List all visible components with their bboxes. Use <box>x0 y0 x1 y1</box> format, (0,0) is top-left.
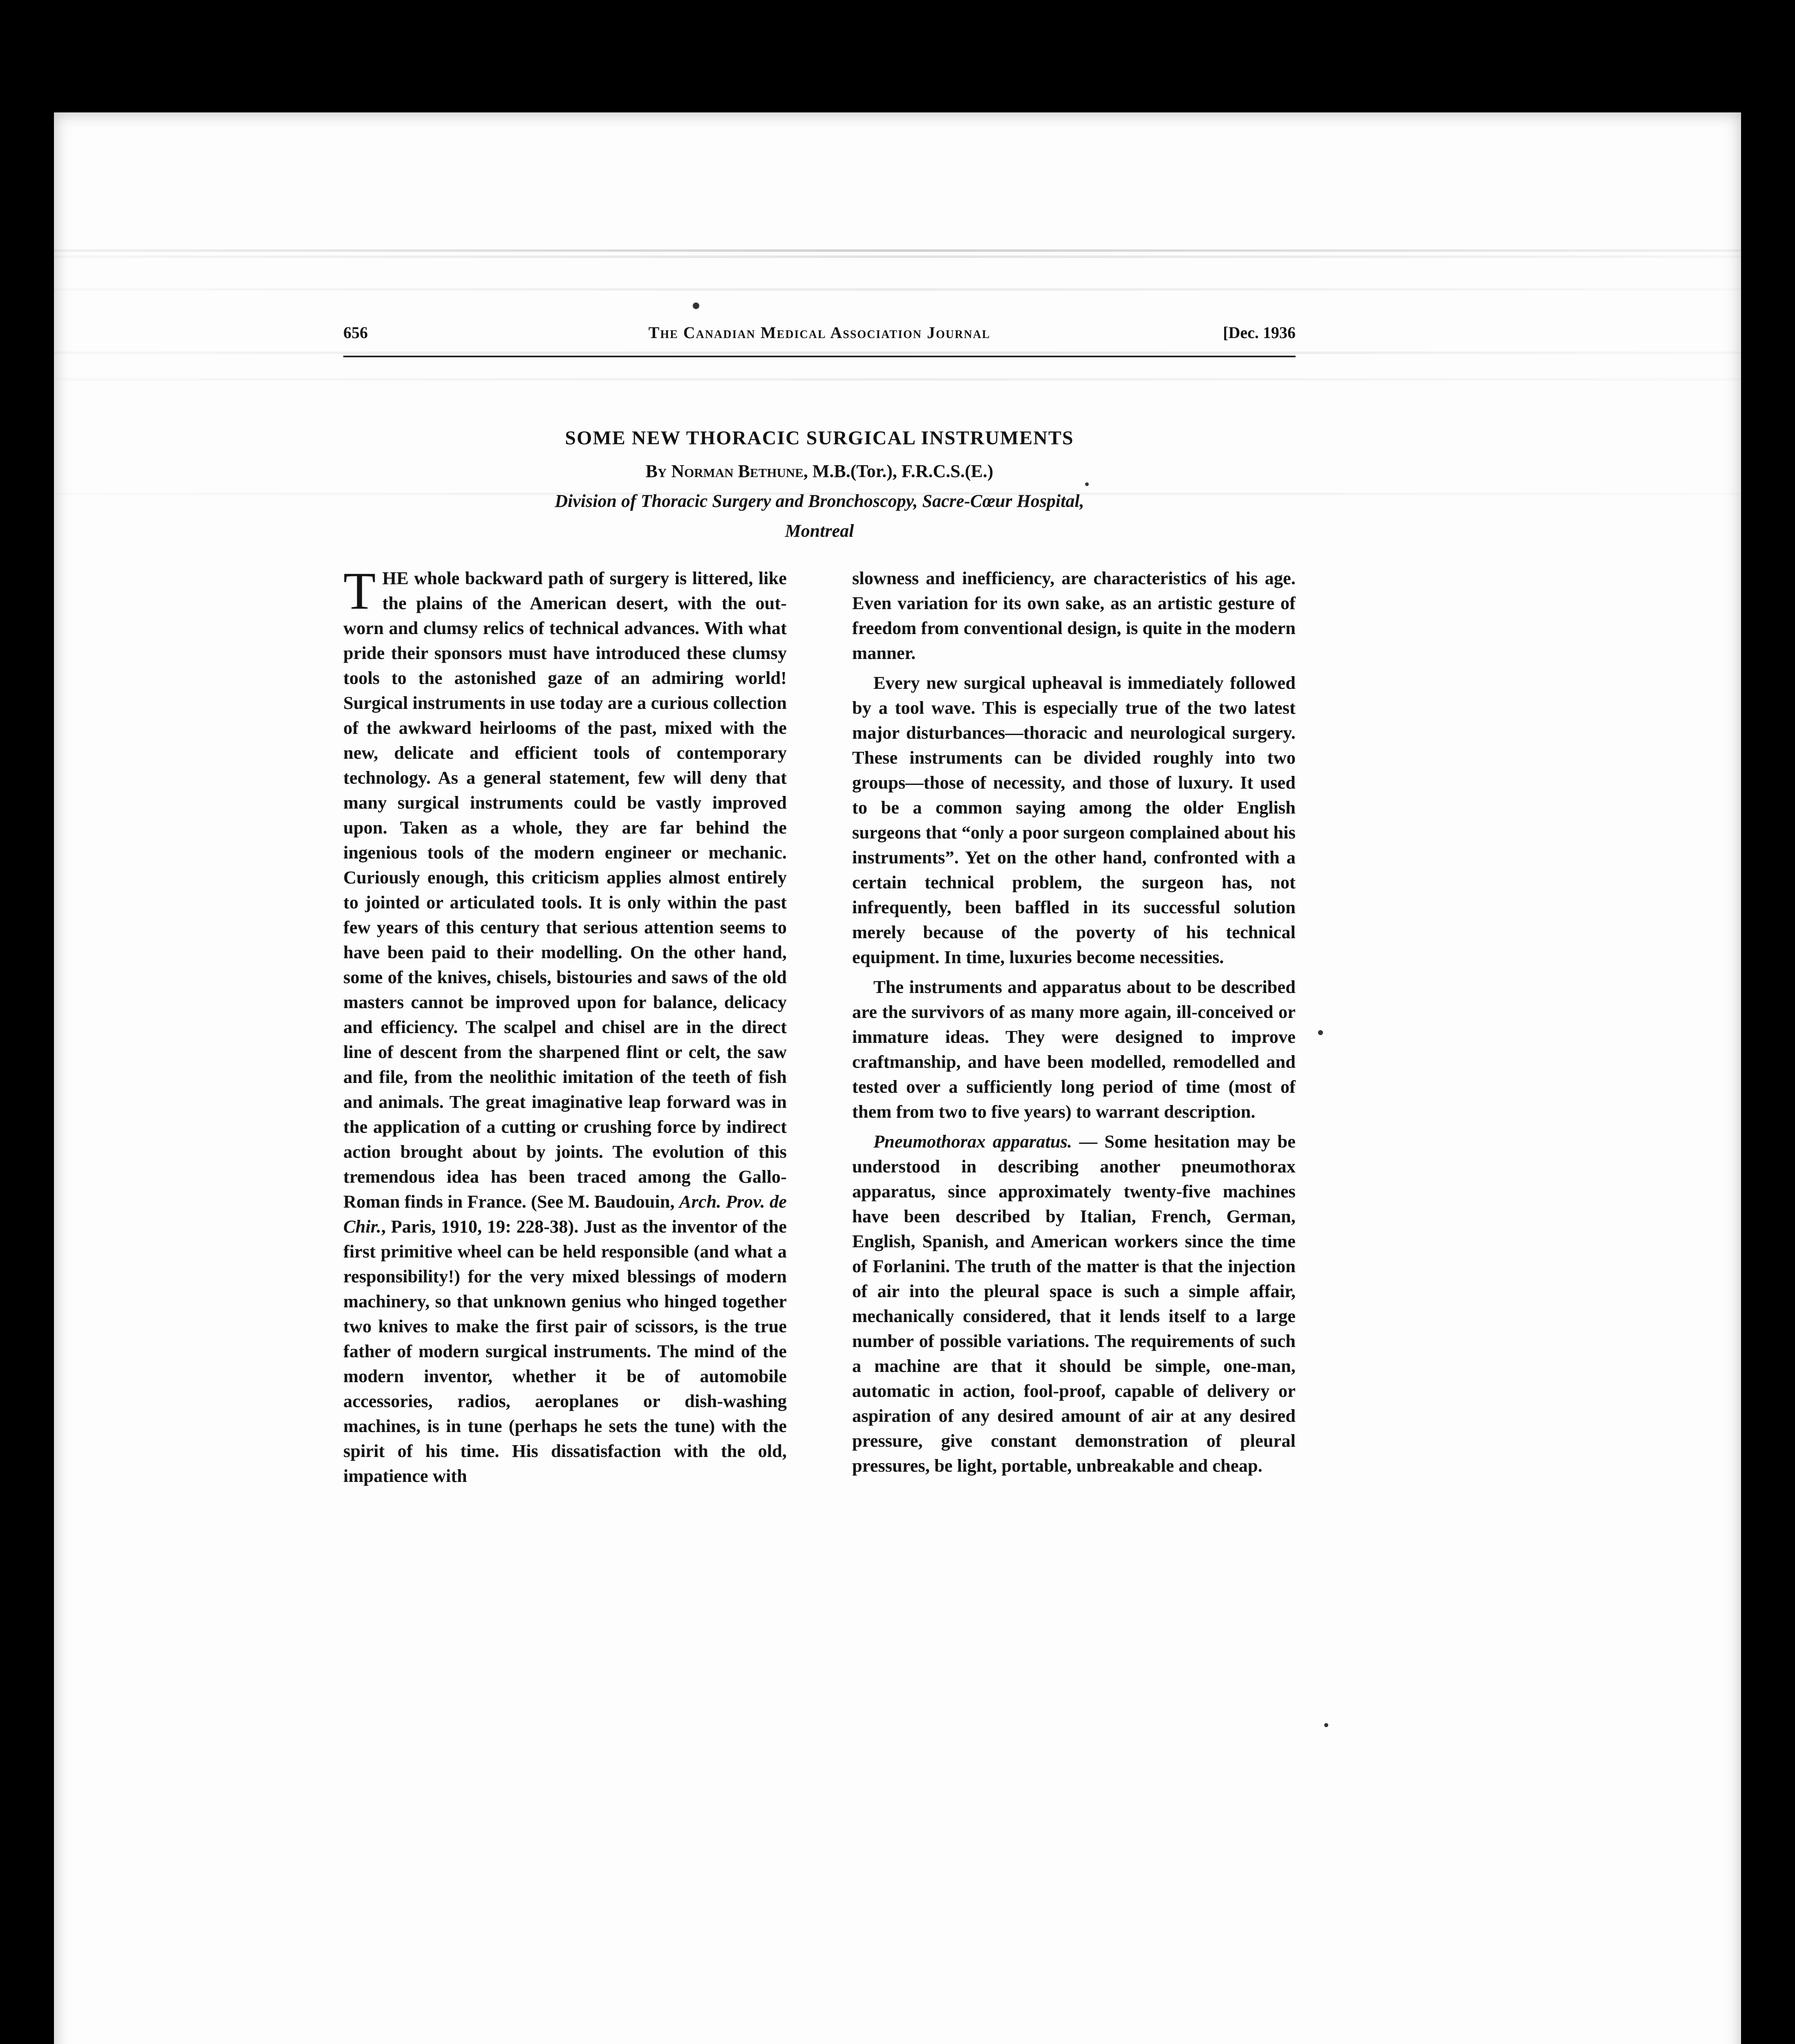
article-heading <box>343 427 1296 541</box>
byline-by: By <box>645 461 667 481</box>
article-title: SOME NEW THORACIC SURGICAL INSTRUMENTS <box>565 427 1074 449</box>
page-number: 656 <box>343 323 368 342</box>
drop-cap: T <box>343 562 376 621</box>
affiliation: Division of Thoracic Surgery and Bronchoscopy, Sacre-Cœur Hospital, <box>555 491 1084 511</box>
journal-title: The Canadian Medical Association Journal <box>648 323 991 342</box>
author-name: Norman Bethune <box>671 461 803 481</box>
paragraph: THE whole backward path of surgery is littered, like the plains of the American desert, with the out-worn and clumsy relics of technical advances. With what pride their sponsors must have introduced these clumsy tools to the astonished gaze of an admiring world! Surgical instruments in use today are a curious collection of the awkward heirlooms of the past, mixed with the new, delicate and efficient tools of contemporary technology. As a general statement, few will deny that many surgical instruments could be vastly improved upon. Taken as a whole, they are far behind the ingenious tools of the modern engineer or mechanic. Curiously enough, this criticism applies almost entirely to jointed or articulated tools. It is only within the past few years of this century that serious attention seems to have been paid to their modelling. On the other hand, some of the knives, chisels, bistouries and saws of the old masters cannot be improved upon for balance, delicacy and efficiency. The scalpel and chisel are in the direct line of descent from the sharpened flint or celt, the saw and file, from the neolithic imitation of the teeth of fish and animals. The great imaginative leap forward was in the application of a cutting or crushing force by indirect action brought about by joints. The evolution of this tremendous idea has been traced among the Gallo-Roman finds in France. (See M. Baudouin, Arch. Prov. de Chir., Paris, 1910, 19: 228-38). Just as the inventor of the first primitive wheel can be held responsible (and what a responsibility!) for the very mixed blessings of modern machinery, so that unknown genius who hinged together two knives to make the first pair of scissors, is the true father of modern surgical instruments. The mind of the modern inventor, whether it be of automobile accessories, radios, aeroplanes or dish-washing machines, is in tune (perhaps he sets the tune) with the spirit of his time. His dissatisfaction with the old, impatience with <box>343 562 787 1486</box>
section-lead: Pneumothorax apparatus. <box>873 1131 1072 1152</box>
scan-artifact <box>54 288 1741 291</box>
affiliation-city: Montreal <box>785 521 854 541</box>
paragraph: slowness and inefficiency, are characteristics of his age. Even variation for its own sake, as an artistic gesture of freedom from conventional design, is quite in the modern manner. <box>852 568 1296 663</box>
article-body <box>343 562 1296 1488</box>
left-column <box>343 562 787 1488</box>
scan-artifact <box>54 249 1741 252</box>
author-credentials: , M.B.(Tor.), F.R.C.S.(E.) <box>803 461 994 481</box>
paragraph: Every new surgical upheaval is immediately followed by a tool wave. This is especially true of the two latest major disturbances—thoracic and neurological surgery. These instruments can be divided roughly into two groups—those of necessity, and those of luxury. It used to be a common saying among the older English surgeons that “only a poor surgeon complained about his instruments”. Yet on the other hand, confronted with a certain technical problem, the surgeon has, not infrequently, been baffled in its successful solution merely because of the poverty of his technical equipment. In time, luxuries become necessities. <box>852 672 1296 967</box>
dust-speck <box>1324 1723 1328 1727</box>
dust-speck <box>1318 1030 1323 1035</box>
scan-artifact <box>54 256 1741 258</box>
citation-journal: Arch. Prov. de Chir. <box>343 1191 787 1237</box>
paragraph: The instruments and apparatus about to be described are the survivors of as many more again, ill-conceived or immature ideas. They were designed to improve craftmanship, and have been modelled, remodelled and tested over a sufficiently long period of time (most of them from two to five years) to warrant description. <box>852 977 1296 1122</box>
right-column <box>852 566 1296 1488</box>
issue-date: [Dec. 1936 <box>1223 323 1296 342</box>
paragraph: Pneumothorax apparatus. — Some hesitation may be understood in describing another pneumothorax apparatus, since approximately twenty-five machines have been described by Italian, French, German, English, Spanish, and American workers since the time of Forlanini. The truth of the matter is that the injection of air into the pleural space is such a simple affair, mechanically considered, that it lends itself to a large number of possible variations. The requirements of such a machine are that it should be simple, one-man, automatic in action, fool-proof, capable of delivery or aspiration of any desired amount of air at any desired pressure, give constant demonstration of pleural pressures, be light, portable, unbreakable and cheap. <box>852 1131 1296 1476</box>
running-header <box>343 323 1296 357</box>
byline <box>343 461 1296 482</box>
journal-page <box>343 323 1296 1488</box>
dust-speck <box>693 303 699 309</box>
